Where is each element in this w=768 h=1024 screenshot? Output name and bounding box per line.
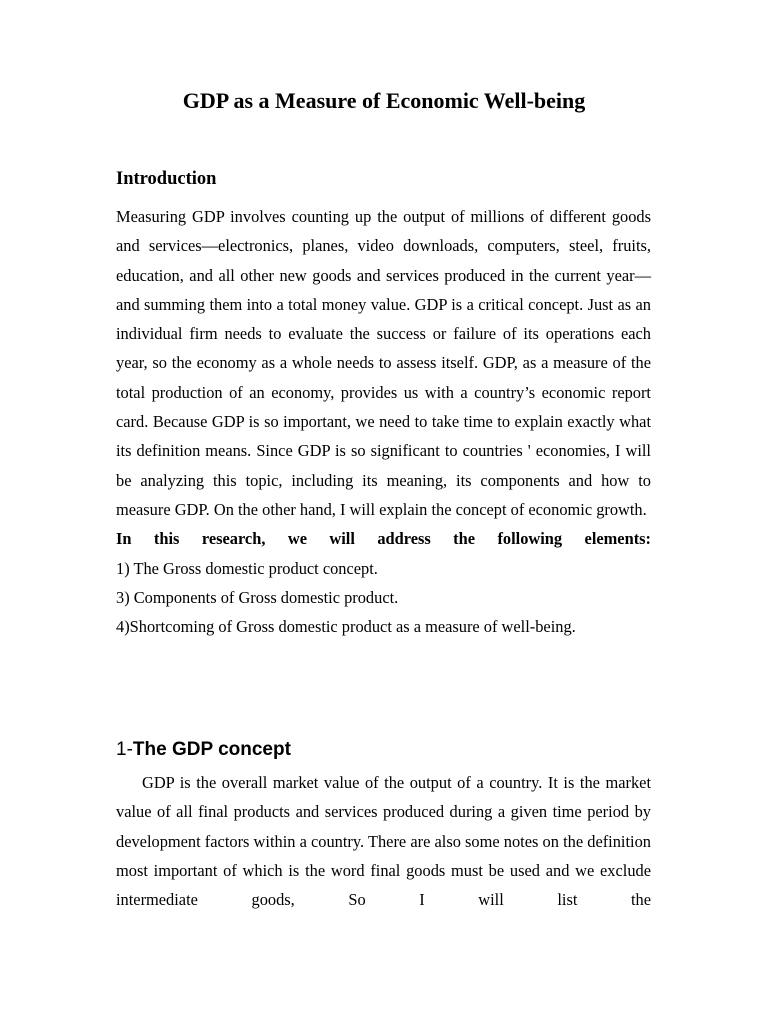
- gdp-concept-section: [116, 768, 651, 914]
- gdp-concept-paragraph: GDP is the overall market value of the output of a country. It is the market value of all final products and services produced during a given time period by development factors within a country. There are also some notes on the definition most important of which is the word final goods must be used and we exclude intermediate goods, So I will list the: [116, 773, 651, 910]
- list-item-components: 3) Components of Gross domestic product.: [116, 587, 399, 607]
- introduction-heading: Introduction: [116, 169, 217, 189]
- elements-list-lead: In this research, we will address the following elements:: [116, 529, 651, 549]
- gdp-concept-heading: [116, 736, 291, 764]
- section-number: 1-: [116, 739, 133, 760]
- list-item-shortcoming: 4)Shortcoming of Gross domestic product as a measure of well-being.: [116, 617, 576, 637]
- list-item-concept: 1) The Gross domestic product concept.: [116, 558, 378, 578]
- introduction-paragraph: Measuring GDP involves counting up the output of millions of different goods and services—electronics, planes, video downloads, computers, steel, fruits, education, and all other new goods and services produced in the current year—and summing them into a total money value. GDP is a critical concept. Just as an individual firm needs to evaluate the success or failure of its operations each year, so the economy as a whole needs to assess itself. GDP, as a measure of the total production of an economy, provides us with a country’s economic report card. Because GDP is so important, we need to take time to explain exactly what its definition means. Since GDP is so significant to countries ' economies, I will be analyzing this topic, including its meaning, its components and how to measure GDP. On the other hand, I will explain the concept of economic growth.: [116, 207, 651, 519]
- section-title: The GDP concept: [132, 739, 291, 760]
- introduction-section: [116, 202, 651, 641]
- document-title: GDP as a Measure of Economic Well-being: [182, 88, 586, 113]
